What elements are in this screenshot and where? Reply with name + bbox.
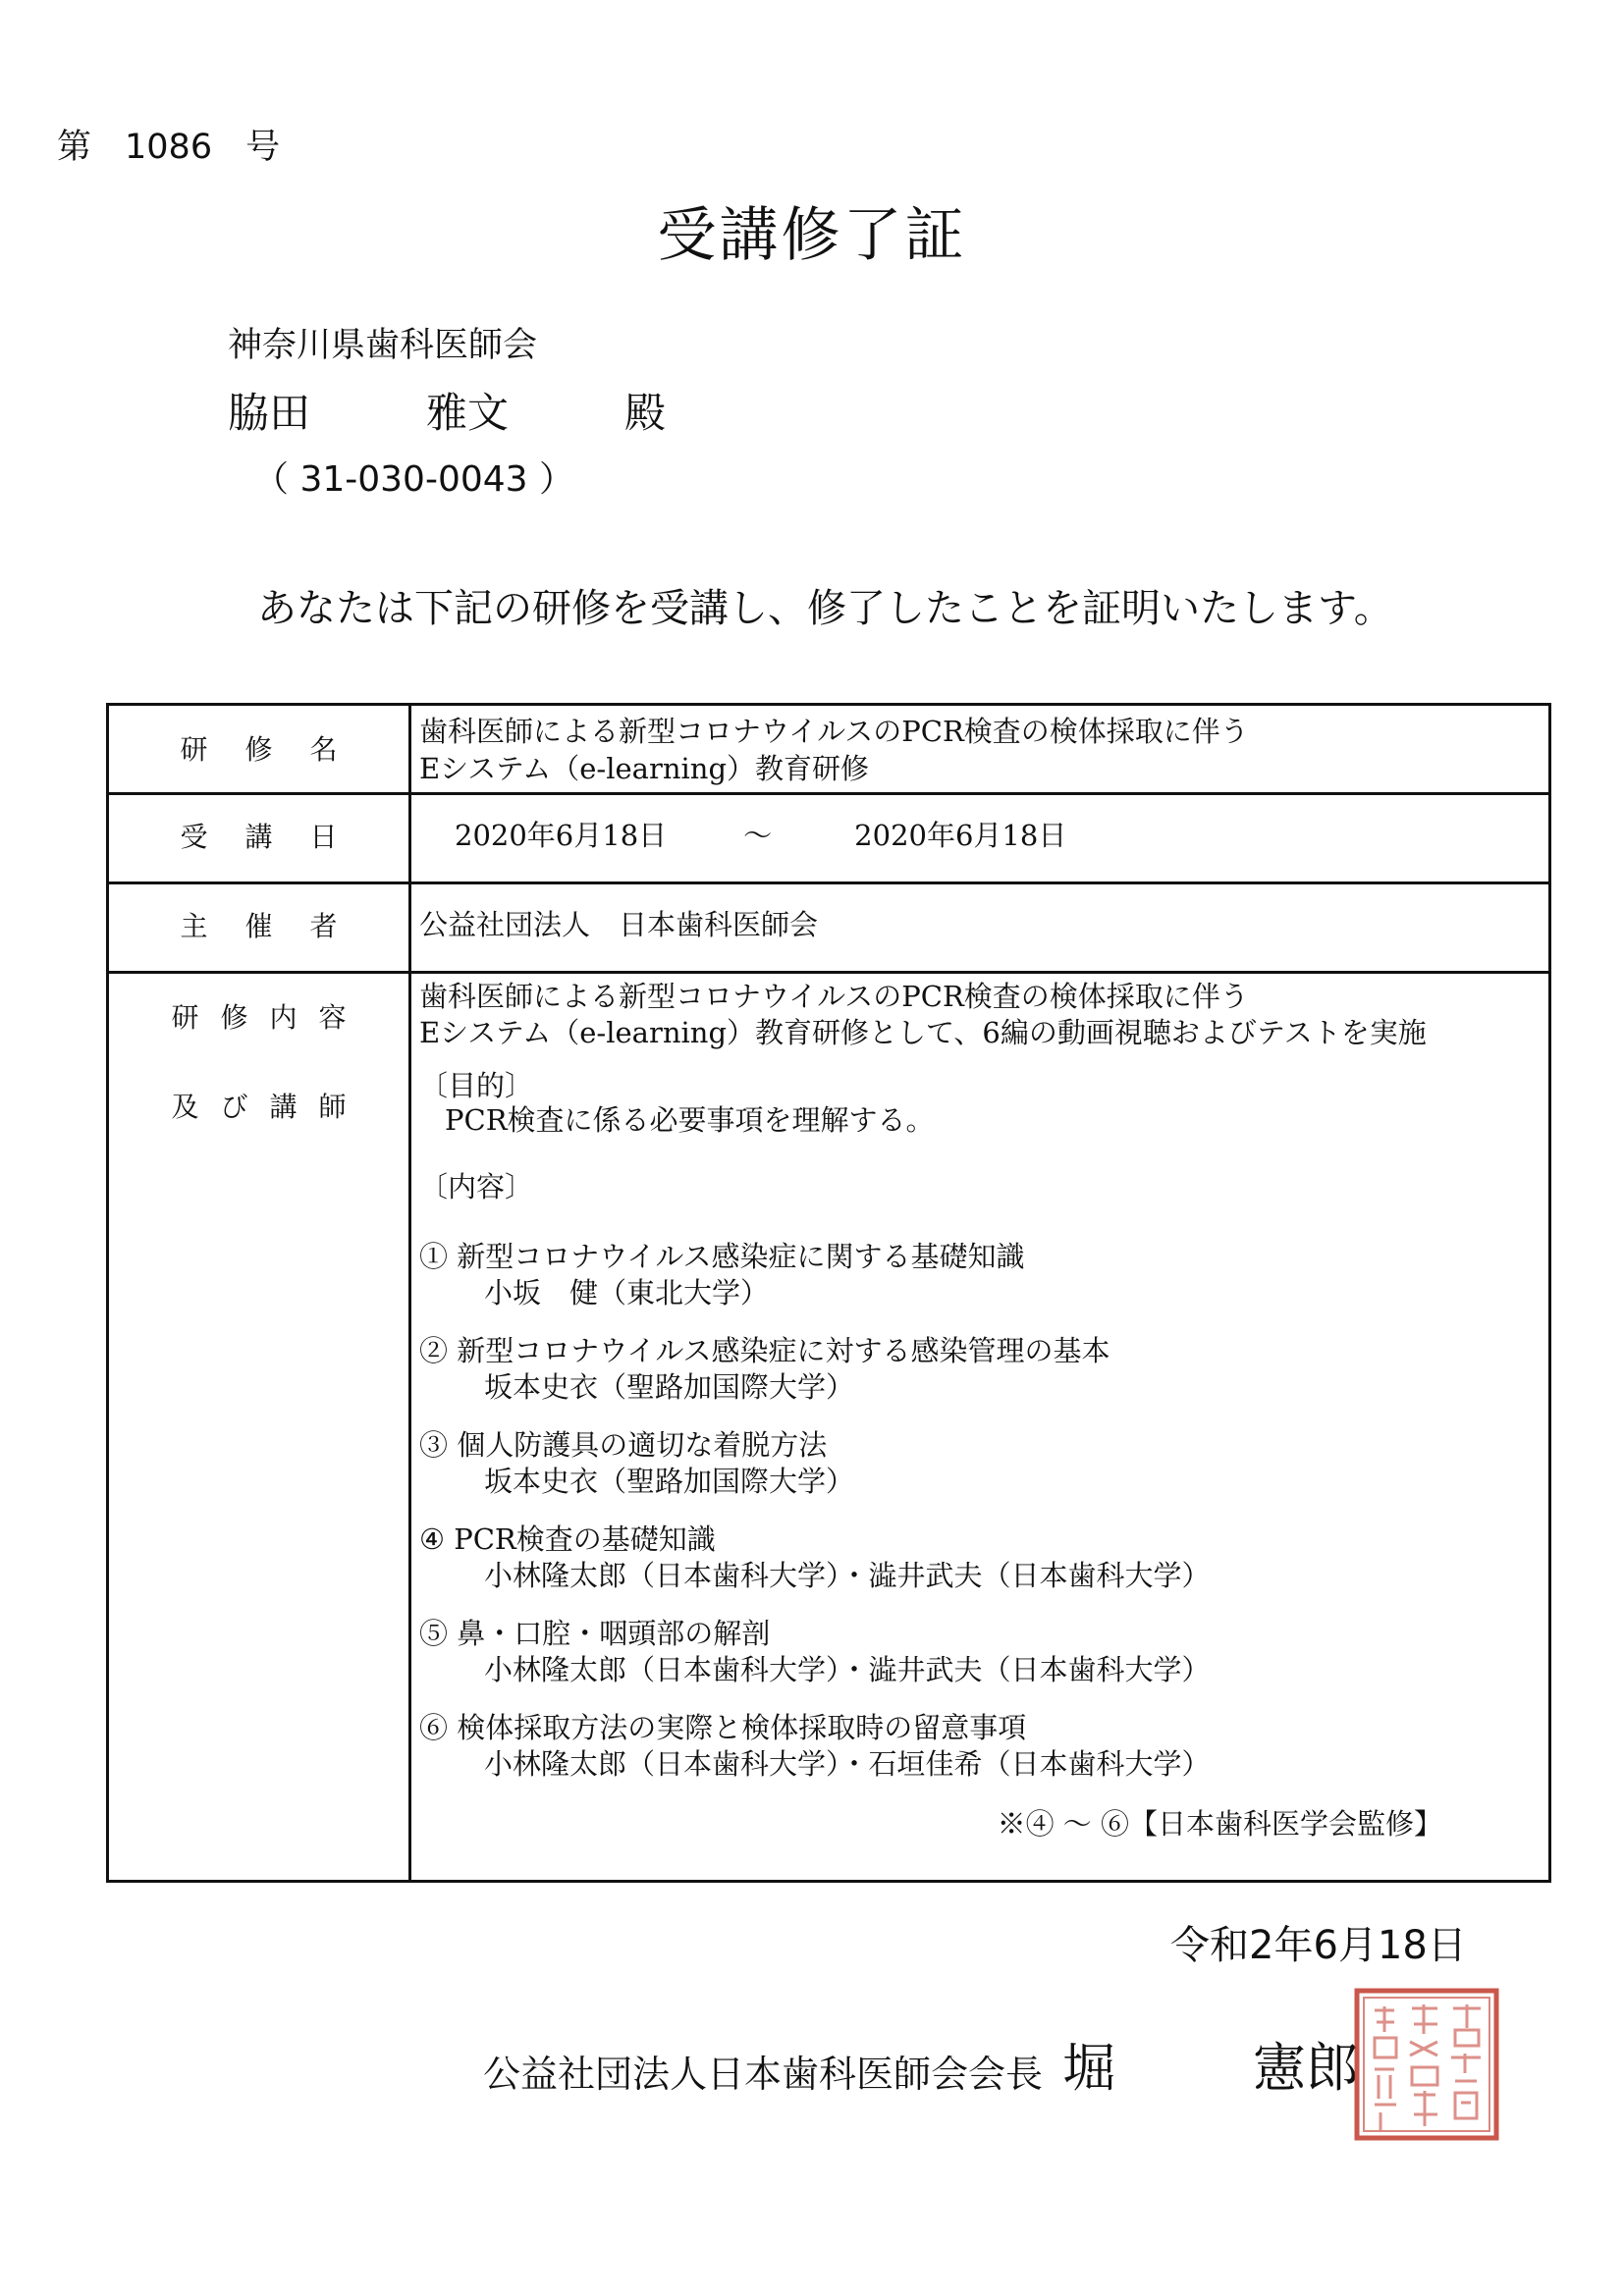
purpose-text: PCR検査に係る必要事項を理解する。 (445, 1103, 935, 1137)
recipient-honorific: 殿 (624, 389, 667, 437)
content-intro-line: 歯科医師による新型コロナウイルスのPCR検査の検体採取に伴う (419, 980, 1249, 1013)
course-title: ② 新型コロナウイルス感染症に対する感染管理の基本 (419, 1334, 1110, 1367)
contents-heading: 〔内容〕 (419, 1170, 534, 1203)
course-lecturer: 坂本史衣（聖路加国際大学） (484, 1465, 855, 1498)
content-value-cell (410, 973, 1550, 1882)
issuer-given-name: 憲郎 (1253, 2037, 1359, 2099)
attendance-start-date: 2020年6月18日 (455, 819, 668, 852)
issuer-name (1062, 2026, 1359, 2102)
attendance-date-separator: ～ (743, 819, 773, 852)
training-name-label: 研修名 (180, 733, 375, 766)
course-lecturer: 坂本史衣（聖路加国際大学） (484, 1370, 855, 1404)
course-item (419, 1522, 1548, 1594)
organizer-value: 公益社団法人 日本歯科医師会 (419, 908, 819, 941)
issue-date: 令和2年6月18日 (1170, 1923, 1467, 1968)
recipient-association: 神奈川県歯科医師会 (228, 326, 538, 365)
course-lecturer: 小林隆太郎（日本歯科大学）・石垣佳希（日本歯科大学） (484, 1747, 1211, 1781)
course-title: ③ 個人防護具の適切な着脱方法 (419, 1428, 828, 1462)
training-name-line: Eシステム（e-learning）教育研修 (419, 752, 870, 785)
course-item (419, 1427, 1548, 1500)
certificate-number-suffix: 号 (245, 128, 281, 167)
certification-statement: あなたは下記の研修を受講し、修了したことを証明いたします。 (257, 586, 1393, 631)
training-detail-table (106, 703, 1551, 1883)
course-item (419, 1710, 1548, 1783)
training-name-value-cell (410, 705, 1550, 794)
attendance-end-date: 2020年6月18日 (854, 819, 1067, 852)
table-row-attendance-date (108, 794, 1550, 883)
seal-glyph-marks (1375, 2004, 1481, 2130)
course-lecturer: 小林隆太郎（日本歯科大学）・澁井武夫（日本歯科大学） (484, 1653, 1211, 1686)
organizer-label: 主催者 (180, 910, 375, 942)
certificate-number (57, 120, 280, 169)
course-item (419, 1333, 1548, 1406)
organizer-value-cell (410, 883, 1550, 973)
course-lecturer: 小坂 健（東北大学） (484, 1276, 770, 1309)
certificate-title: 受講修了証 (657, 201, 967, 270)
course-title: ④ PCR検査の基礎知識 (419, 1522, 716, 1556)
content-label-cell (108, 973, 410, 1882)
course-lecturer: 小林隆太郎（日本歯科大学）・澁井武夫（日本歯科大学） (484, 1559, 1211, 1592)
issuer-title: 公益社団法人日本歯科医師会会長 (483, 2053, 1044, 2096)
training-name-label-cell (108, 705, 410, 794)
attendance-date-value-cell (410, 794, 1550, 883)
attendance-date-label: 受講日 (180, 821, 375, 853)
recipient-given-name: 雅文 (426, 389, 510, 437)
supervision-note: ※④ ～ ⑥【日本歯科医学会監修】 (997, 1807, 1442, 1841)
course-title: ⑥ 検体採取方法の実際と検体採取時の留意事項 (419, 1711, 1027, 1744)
issuer-family-name: 堀 (1062, 2037, 1115, 2099)
purpose-heading: 〔目的〕 (419, 1069, 534, 1102)
recipient-name (228, 381, 666, 440)
table-row-content (108, 973, 1550, 1882)
official-seal-stamp (1353, 1987, 1500, 2142)
content-label-line2: 及び講師 (171, 1091, 368, 1123)
table-row-training-name (108, 705, 1550, 794)
course-item (419, 1616, 1548, 1688)
course-title: ① 新型コロナウイルス感染症に関する基礎知識 (419, 1240, 1025, 1273)
training-name-line: 歯科医師による新型コロナウイルスのPCR検査の検体採取に伴う (419, 715, 1249, 748)
seal-inner-border (1364, 1998, 1489, 2131)
recipient-family-name: 脇田 (228, 389, 311, 437)
certificate-number-prefix: 第 (57, 128, 92, 167)
content-intro-line: Eシステム（e-learning）教育研修として、6編の動画視聴およびテストを実施 (419, 1016, 1427, 1049)
attendance-date-label-cell (108, 794, 410, 883)
course-title: ⑤ 鼻・口腔・咽頭部の解剖 (419, 1617, 771, 1650)
course-item (419, 1239, 1548, 1311)
recipient-member-id: （ 31-030-0043 ） (253, 459, 575, 500)
certificate-number-value: 1086 (125, 128, 213, 167)
content-label-line1: 研修内容 (171, 1001, 368, 1034)
organizer-label-cell (108, 883, 410, 973)
table-row-organizer (108, 883, 1550, 973)
